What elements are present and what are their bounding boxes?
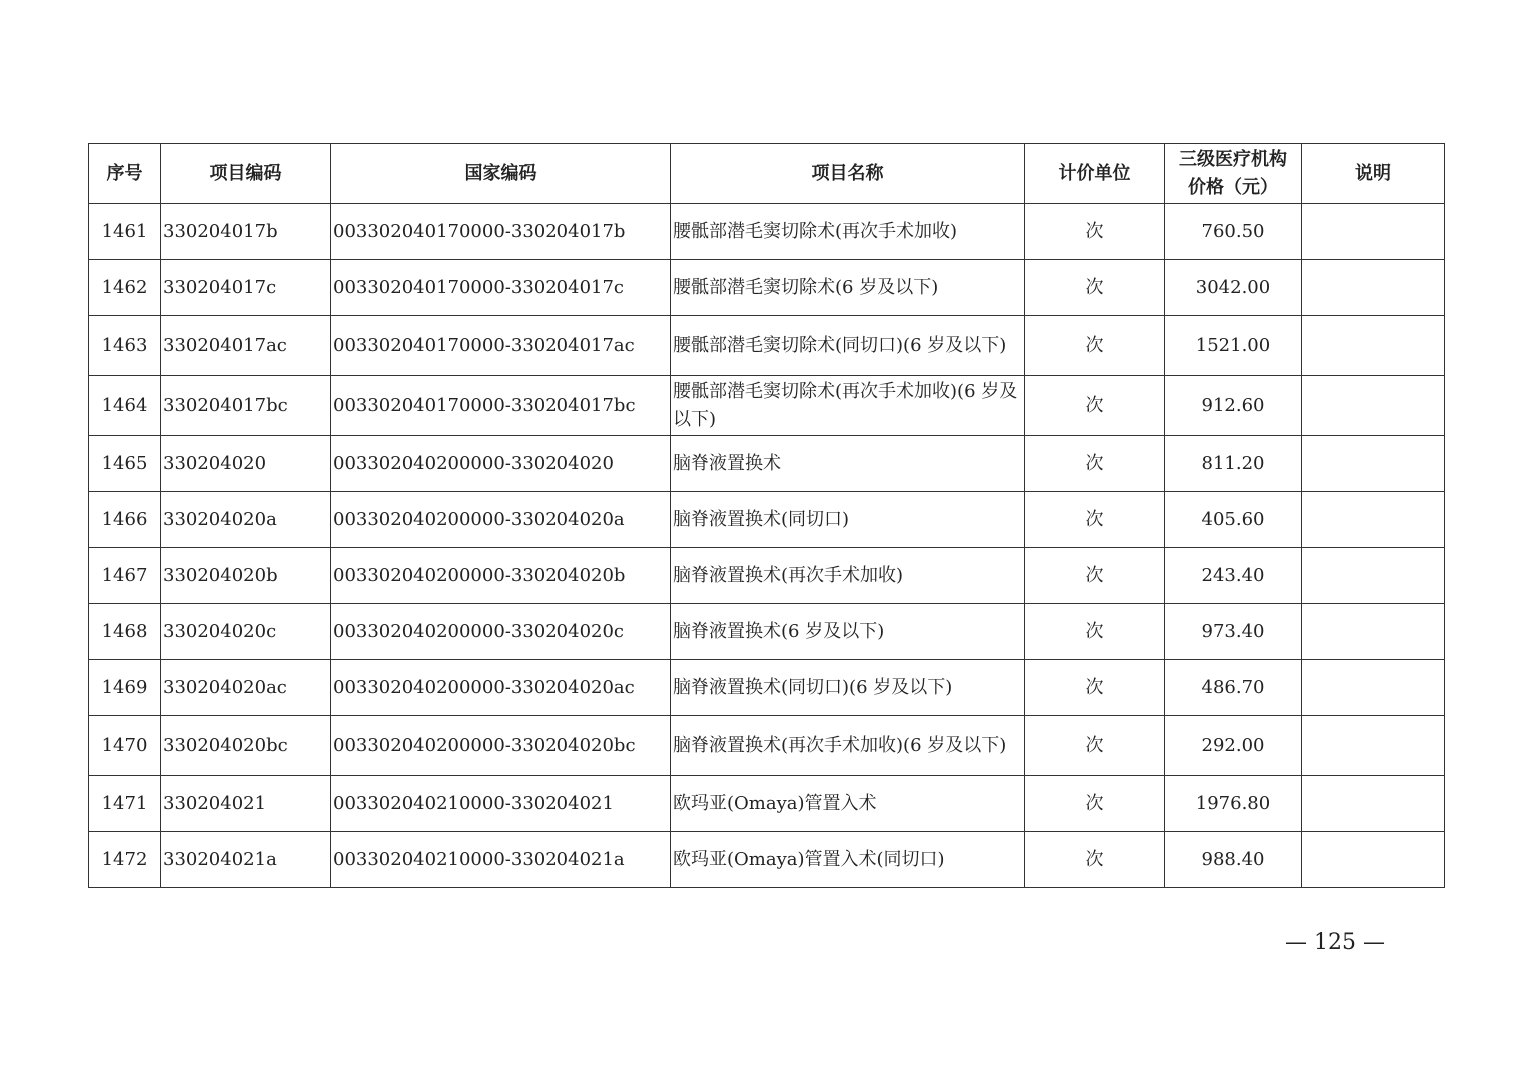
table-row (89, 204, 1445, 260)
cell-unit: 次 (1025, 660, 1165, 716)
header-unit: 计价单位 (1025, 144, 1165, 204)
cell-name: 欧玛亚(Omaya)管置入术 (671, 776, 1025, 832)
cell-code: 330204017ac (161, 316, 331, 376)
cell-note (1302, 204, 1445, 260)
cell-price: 988.40 (1165, 832, 1302, 888)
cell-code: 330204020c (161, 604, 331, 660)
cell-name: 腰骶部潜毛窦切除术(再次手术加收) (671, 204, 1025, 260)
cell-seq: 1461 (89, 204, 161, 260)
cell-price: 486.70 (1165, 660, 1302, 716)
cell-note (1302, 260, 1445, 316)
header-note: 说明 (1302, 144, 1445, 204)
cell-seq: 1465 (89, 436, 161, 492)
cell-national-code: 003302040210000-330204021 (331, 776, 671, 832)
table-row (89, 604, 1445, 660)
header-code: 项目编码 (161, 144, 331, 204)
table-row (89, 316, 1445, 376)
cell-national-code: 003302040170000-330204017bc (331, 376, 671, 436)
cell-unit: 次 (1025, 204, 1165, 260)
cell-national-code: 003302040200000-330204020 (331, 436, 671, 492)
cell-price: 3042.00 (1165, 260, 1302, 316)
cell-national-code: 003302040170000-330204017b (331, 204, 671, 260)
cell-price: 1521.00 (1165, 316, 1302, 376)
header-national-code: 国家编码 (331, 144, 671, 204)
cell-code: 330204021 (161, 776, 331, 832)
header-price-line1: 三级医疗机构 (1179, 148, 1287, 170)
cell-national-code: 003302040200000-330204020a (331, 492, 671, 548)
cell-name: 脑脊液置换术(同切口) (671, 492, 1025, 548)
cell-note (1302, 492, 1445, 548)
cell-national-code: 003302040170000-330204017c (331, 260, 671, 316)
cell-price: 292.00 (1165, 716, 1302, 776)
cell-code: 330204020a (161, 492, 331, 548)
table-row (89, 492, 1445, 548)
table-row (89, 260, 1445, 316)
cell-unit: 次 (1025, 376, 1165, 436)
cell-unit: 次 (1025, 776, 1165, 832)
cell-note (1302, 436, 1445, 492)
cell-seq: 1462 (89, 260, 161, 316)
cell-note (1302, 832, 1445, 888)
cell-code: 330204020b (161, 548, 331, 604)
header-name: 项目名称 (671, 144, 1025, 204)
cell-national-code: 003302040200000-330204020bc (331, 716, 671, 776)
cell-seq: 1472 (89, 832, 161, 888)
cell-name: 欧玛亚(Omaya)管置入术(同切口) (671, 832, 1025, 888)
cell-name: 脑脊液置换术(再次手术加收)(6 岁及以下) (671, 716, 1025, 776)
cell-price: 243.40 (1165, 548, 1302, 604)
cell-note (1302, 716, 1445, 776)
cell-code: 330204017c (161, 260, 331, 316)
cell-seq: 1468 (89, 604, 161, 660)
cell-name: 腰骶部潜毛窦切除术(同切口)(6 岁及以下) (671, 316, 1025, 376)
cell-national-code: 003302040200000-330204020b (331, 548, 671, 604)
cell-national-code: 003302040200000-330204020ac (331, 660, 671, 716)
header-price (1165, 144, 1302, 204)
cell-seq: 1463 (89, 316, 161, 376)
cell-national-code: 003302040210000-330204021a (331, 832, 671, 888)
table-row (89, 776, 1445, 832)
cell-seq: 1471 (89, 776, 161, 832)
cell-price: 405.60 (1165, 492, 1302, 548)
cell-seq: 1467 (89, 548, 161, 604)
cell-note (1302, 660, 1445, 716)
cell-price: 760.50 (1165, 204, 1302, 260)
cell-code: 330204020ac (161, 660, 331, 716)
cell-price: 811.20 (1165, 436, 1302, 492)
cell-note (1302, 376, 1445, 436)
cell-name: 脑脊液置换术(6 岁及以下) (671, 604, 1025, 660)
table-row (89, 376, 1445, 436)
cell-name: 脑脊液置换术(再次手术加收) (671, 548, 1025, 604)
cell-unit: 次 (1025, 436, 1165, 492)
cell-unit: 次 (1025, 832, 1165, 888)
cell-code: 330204017bc (161, 376, 331, 436)
table-row (89, 548, 1445, 604)
cell-seq: 1469 (89, 660, 161, 716)
cell-name: 脑脊液置换术 (671, 436, 1025, 492)
cell-national-code: 003302040170000-330204017ac (331, 316, 671, 376)
table-header-row (89, 144, 1445, 204)
cell-name: 腰骶部潜毛窦切除术(再次手术加收)(6 岁及以下) (671, 376, 1025, 436)
header-seq: 序号 (89, 144, 161, 204)
cell-name: 脑脊液置换术(同切口)(6 岁及以下) (671, 660, 1025, 716)
page-number: — 125 — (1285, 930, 1385, 955)
table-row (89, 716, 1445, 776)
cell-unit: 次 (1025, 604, 1165, 660)
cell-name: 腰骶部潜毛窦切除术(6 岁及以下) (671, 260, 1025, 316)
price-table (88, 143, 1445, 888)
cell-unit: 次 (1025, 548, 1165, 604)
cell-price: 1976.80 (1165, 776, 1302, 832)
cell-code: 330204020bc (161, 716, 331, 776)
cell-seq: 1466 (89, 492, 161, 548)
cell-seq: 1464 (89, 376, 161, 436)
table-row (89, 660, 1445, 716)
header-price-line2: 价格（元） (1188, 176, 1278, 198)
cell-note (1302, 316, 1445, 376)
cell-code: 330204020 (161, 436, 331, 492)
table-row (89, 832, 1445, 888)
cell-price: 912.60 (1165, 376, 1302, 436)
cell-national-code: 003302040200000-330204020c (331, 604, 671, 660)
cell-note (1302, 548, 1445, 604)
cell-note (1302, 604, 1445, 660)
cell-seq: 1470 (89, 716, 161, 776)
cell-note (1302, 776, 1445, 832)
cell-price: 973.40 (1165, 604, 1302, 660)
cell-unit: 次 (1025, 316, 1165, 376)
cell-unit: 次 (1025, 716, 1165, 776)
cell-unit: 次 (1025, 260, 1165, 316)
table-row (89, 436, 1445, 492)
cell-code: 330204017b (161, 204, 331, 260)
cell-code: 330204021a (161, 832, 331, 888)
cell-unit: 次 (1025, 492, 1165, 548)
